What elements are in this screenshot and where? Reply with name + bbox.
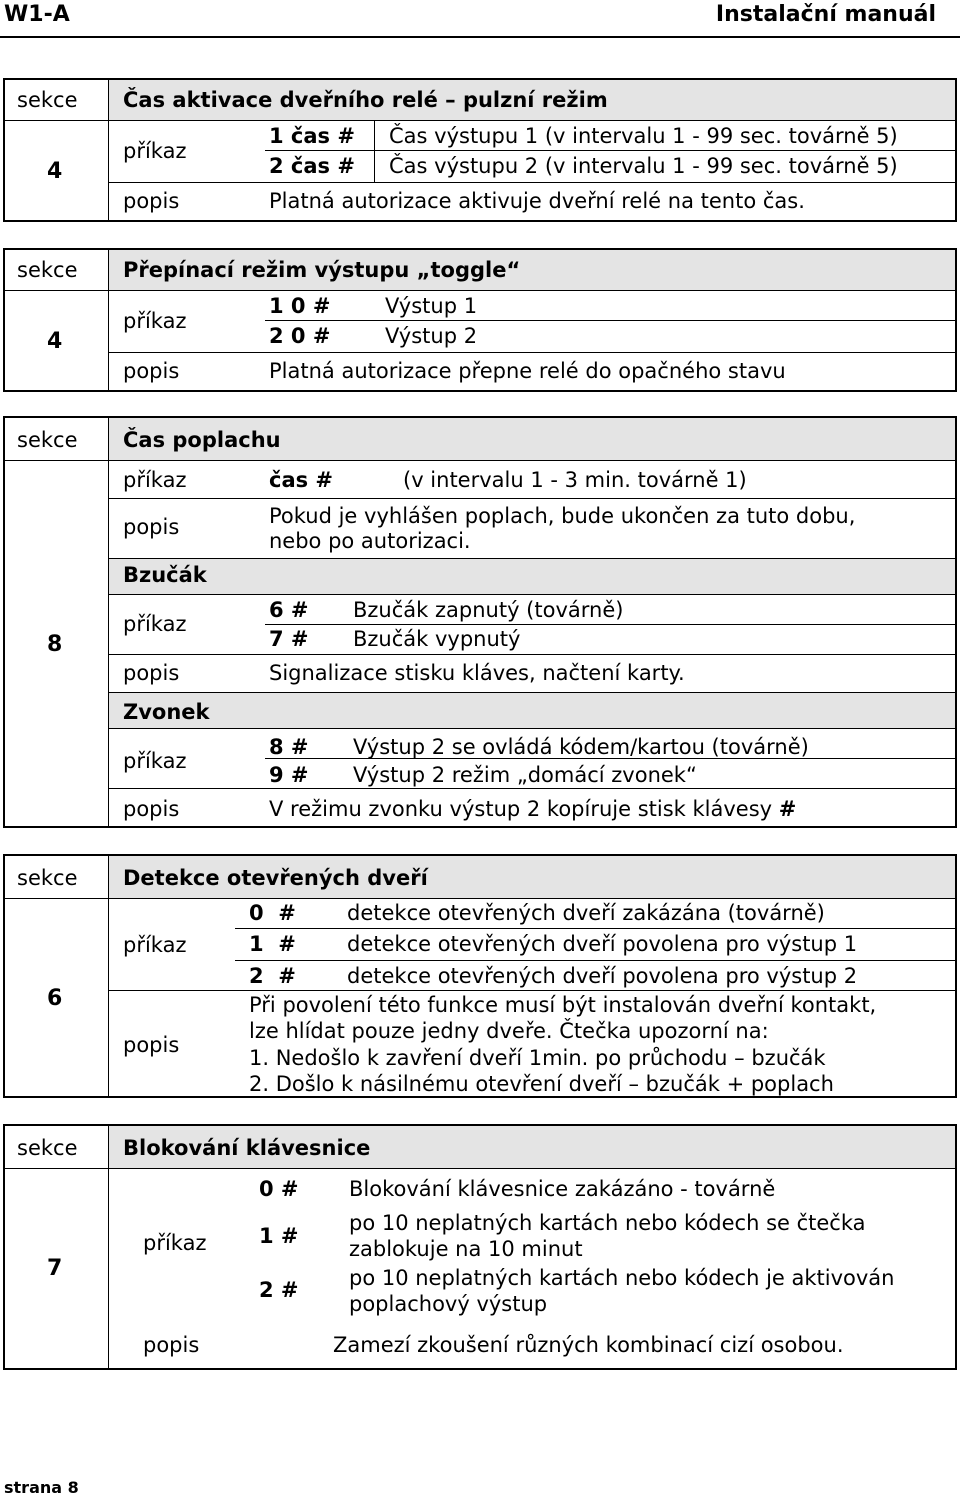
- popis-text-main: V režimu zvonku výstup 2 kopíruje stisk klávesy: [269, 797, 773, 821]
- command-code: 2 #: [259, 1278, 299, 1302]
- sekce-label: sekce: [17, 1136, 78, 1160]
- command-code: 2 čas #: [269, 154, 355, 178]
- popis-label: popis: [123, 797, 180, 821]
- command-code: 1 čas #: [269, 124, 355, 148]
- section-title: Detekce otevřených dveří: [123, 866, 428, 890]
- section-title: Čas aktivace dveřního relé – pulzní režim: [123, 88, 608, 112]
- popis-label: popis: [123, 1033, 180, 1057]
- sekce-label: sekce: [17, 258, 78, 282]
- section-number: 7: [47, 1256, 63, 1281]
- command-desc: detekce otevřených dveří povolena pro výstup 2: [347, 964, 858, 988]
- popis-text: Při povolení této funkce musí být instalován dveřní kontakt,: [249, 993, 877, 1017]
- sekce-label: sekce: [17, 88, 78, 112]
- command-desc: Bzučák zapnutý (továrně): [353, 598, 624, 622]
- subsection-title-bg: [108, 558, 955, 594]
- section-door-relay-time: [3, 78, 957, 222]
- command-desc: Výstup 2: [385, 324, 478, 348]
- popis-text: Platná autorizace přepne relé do opačného stavu: [269, 359, 786, 383]
- hash-key: #: [778, 797, 797, 821]
- prikaz-label: příkaz: [123, 468, 187, 492]
- subsection-title-bzucak: Bzučák: [123, 563, 207, 587]
- popis-label: popis: [123, 189, 180, 213]
- section-alarm-time: [3, 416, 957, 828]
- command-desc: Bzučák vypnutý: [353, 627, 521, 651]
- popis-label: popis: [123, 515, 180, 539]
- page-number: strana 8: [4, 1478, 79, 1497]
- command-code: 9 #: [269, 763, 309, 787]
- prikaz-label: příkaz: [123, 139, 187, 163]
- command-desc: Čas výstupu 2 (v intervalu 1 - 99 sec. továrně 5): [389, 154, 898, 178]
- section-open-door-detection: [3, 854, 957, 1098]
- sekce-label: sekce: [17, 866, 78, 890]
- command-desc: po 10 neplatných kartách nebo kódech je aktivován: [349, 1266, 895, 1290]
- popis-text: nebo po autorizaci.: [269, 529, 471, 553]
- command-desc: Čas výstupu 1 (v intervalu 1 - 99 sec. továrně 5): [389, 124, 898, 148]
- section-number: 4: [47, 329, 63, 354]
- prikaz-label: příkaz: [143, 1231, 207, 1255]
- command-code: 6 #: [269, 598, 309, 622]
- prikaz-label: příkaz: [123, 749, 187, 773]
- section-number: 4: [47, 159, 63, 184]
- prikaz-label: příkaz: [123, 612, 187, 636]
- command-desc: Výstup 1: [385, 294, 478, 318]
- section-title: Blokování klávesnice: [123, 1136, 371, 1160]
- popis-text: 2. Došlo k násilnému otevření dveří – bzučák + poplach: [249, 1072, 834, 1096]
- header-rule: [0, 36, 960, 38]
- command-code: 7 #: [269, 627, 309, 651]
- popis-label: popis: [123, 661, 180, 685]
- command-desc: Blokování klávesnice zakázáno - továrně: [349, 1177, 776, 1201]
- command-code: 1 0 #: [269, 294, 331, 318]
- doc-code: W1-A: [4, 2, 70, 27]
- popis-text: Signalizace stisku kláves, načtení karty.: [269, 661, 685, 685]
- command-desc: po 10 neplatných kartách nebo kódech se čtečka: [349, 1211, 866, 1235]
- command-code: 1 #: [249, 932, 296, 956]
- command-desc: poplachový výstup: [349, 1292, 548, 1316]
- command-desc: Výstup 2 režim „domácí zvonek“: [353, 763, 697, 787]
- command-desc: (v intervalu 1 - 3 min. továrně 1): [403, 468, 747, 492]
- command-desc: detekce otevřených dveří povolena pro výstup 1: [347, 932, 858, 956]
- popis-text: Pokud je vyhlášen poplach, bude ukončen za tuto dobu,: [269, 504, 856, 528]
- section-number: 8: [47, 632, 63, 657]
- popis-label: popis: [123, 359, 180, 383]
- popis-text: lze hlídat pouze jedny dveře. Čtečka upozorní na:: [249, 1019, 769, 1043]
- subsection-title-bg: [108, 692, 955, 728]
- popis-text: Platná autorizace aktivuje dveřní relé na tento čas.: [269, 189, 805, 213]
- command-code: 0 #: [259, 1177, 299, 1201]
- section-title: Čas poplachu: [123, 428, 281, 452]
- section-keypad-lock: [3, 1124, 957, 1370]
- command-code: 2 0 #: [269, 324, 331, 348]
- popis-text: 1. Nedošlo k zavření dveří 1min. po průchodu – bzučák: [249, 1046, 826, 1070]
- command-desc: Výstup 2 se ovládá kódem/kartou (továrně): [353, 735, 809, 759]
- command-desc: detekce otevřených dveří zakázána (továrně): [347, 901, 825, 925]
- section-toggle-mode: [3, 248, 957, 392]
- popis-text: Zamezí zkoušení různých kombinací cizí osobou.: [333, 1333, 844, 1357]
- command-code: čas #: [269, 468, 334, 492]
- section-number: 6: [47, 986, 63, 1011]
- command-code: 0 #: [249, 901, 296, 925]
- doc-title: Instalační manuál: [715, 2, 936, 27]
- popis-label: popis: [143, 1333, 200, 1357]
- subsection-title-zvonek: Zvonek: [123, 700, 210, 724]
- popis-text: [269, 796, 796, 822]
- command-desc: zablokuje na 10 minut: [349, 1237, 583, 1261]
- section-title: Přepínací režim výstupu „toggle“: [123, 258, 521, 282]
- prikaz-label: příkaz: [123, 309, 187, 333]
- command-code: 1 #: [259, 1224, 299, 1248]
- sekce-label: sekce: [17, 428, 78, 452]
- prikaz-label: příkaz: [123, 933, 187, 957]
- command-code: 2 #: [249, 964, 296, 988]
- command-code: 8 #: [269, 735, 309, 759]
